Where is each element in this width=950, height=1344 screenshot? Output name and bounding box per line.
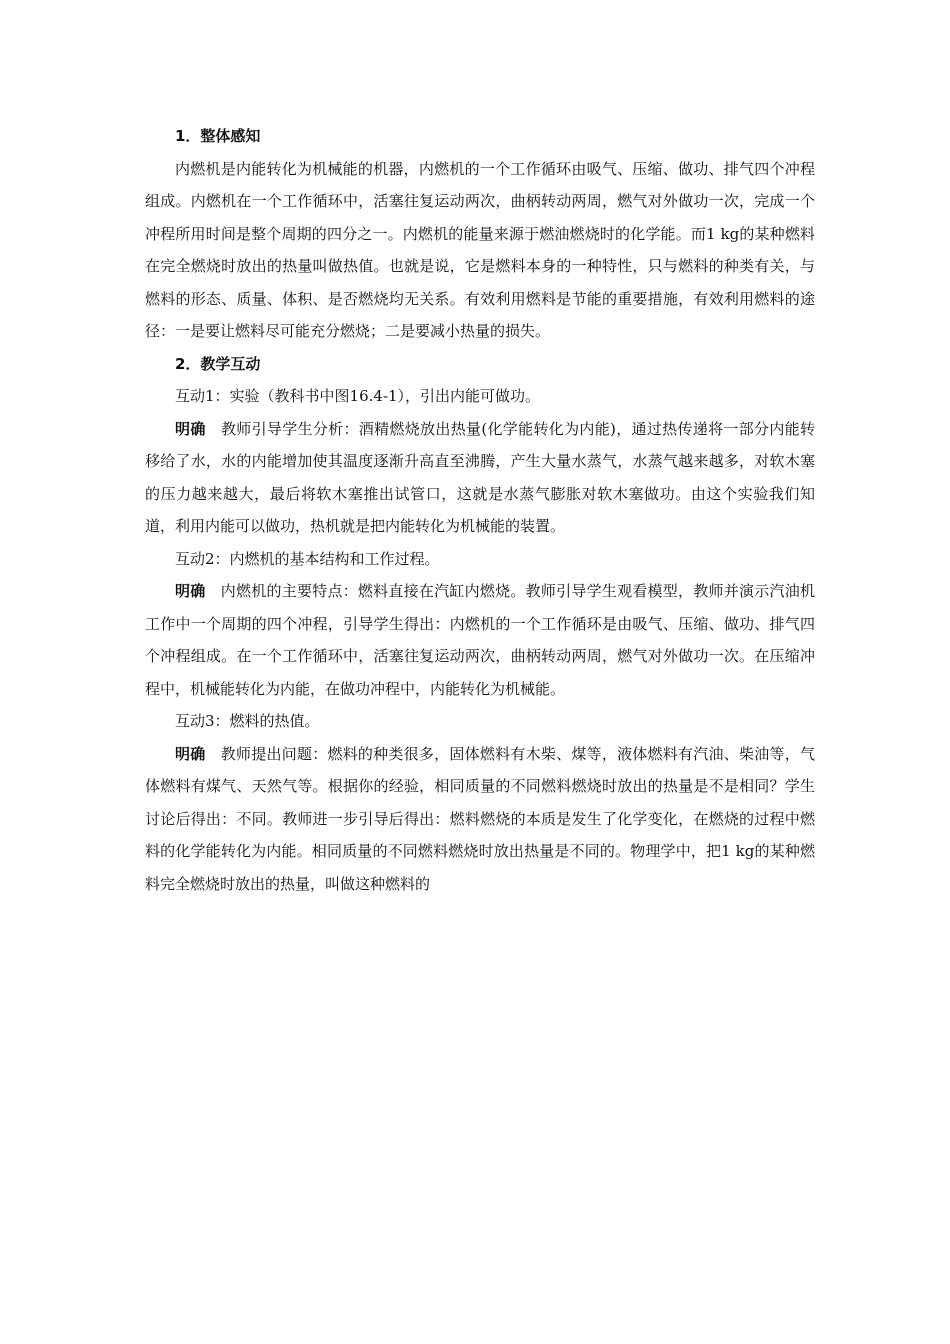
interaction-3-title: 互动3：燃料的热值。 [175, 712, 320, 730]
interaction-1-label: 明确 [175, 419, 206, 438]
interaction-2-text: 内燃机的主要特点：燃料直接在汽缸内燃烧。教师引导学生观看模型，教师并演示汽油机工作中一个周期的四个冲程，引导学生得出：内燃机的一个工作循环是由吸气、压缩、做功、排气四个冲程组成。在一个工作循环中，活塞往复运动两次，曲柄转动两周，燃气对外做功一次。在压缩冲程中，机械能转化为内能，在做功冲程中，内能转化为机械能。 [145, 582, 815, 698]
overview-paragraph: 内燃机是内能转化为机械能的机器，内燃机的一个工作循环由吸气、压缩、做功、排气四个冲程组成。内燃机在一个工作循环中，活塞往复运动两次，曲柄转动两周，燃气对外做功一次，完成一个冲程所用时间是整个周期的四分之一。内燃机的能量来源于燃油燃烧时的化学能。而1 kg的某种燃料在完全燃烧时放出的热量叫做热值。也就是说，它是燃料本身的一种特性，只与燃料的种类有关，与燃料的形态、质量、体积、是否燃烧均无关系。有效利用燃料是节能的重要措施，有效利用燃料的途径：一是要让燃料尽可能充分燃烧；二是要减小热量的损失。 [145, 159, 815, 340]
interaction-3-text: 教师提出问题：燃料的种类很多，固体燃料有木柴、煤等，液体燃料有汽油、柴油等，气体燃料有煤气、天然气等。根据你的经验，相同质量的不同燃料燃烧时放出的热量是不是相同？学生讨论后得出：不同。教师进一步引导后得出：燃料燃烧的本质是发生了化学变化，在燃烧的过程中燃料的化学能转化为内能。相同质量的不同燃料燃烧时放出热量是不同的。物理学中，把1 kg的某种燃料完全燃烧时放出的热量，叫做这种燃料的 [145, 744, 815, 893]
interaction-3-label: 明确 [175, 744, 206, 763]
interaction-2-body [145, 575, 815, 705]
interaction-2-label: 明确 [175, 582, 206, 600]
interaction-1-title: 互动1：实验（教科书中图16.4-1），引出内能可做功。 [175, 387, 541, 405]
document-page [145, 120, 815, 900]
interaction-1-body [145, 413, 815, 543]
interaction-1-text: 教师引导学生分析：酒精燃烧放出热量(化学能转化为内能)，通过热传递将一部分内能转移给了水，水的内能增加使其温度逐渐升高直至沸腾，产生大量水蒸气，水蒸气越来越多，对软木塞的压力越来越大，最后将软木塞推出试管口，这就是水蒸气膨胀对软木塞做功。由这个实验我们知道，利用内能可以做功，热机就是把内能转化为机械能的装置。 [145, 419, 815, 535]
section-heading-overview: 1．整体感知 [175, 127, 261, 145]
interaction-3-body [145, 738, 815, 901]
section-heading-interaction: 2．教学互动 [175, 354, 261, 373]
interaction-2-title: 互动2：内燃机的基本结构和工作过程。 [175, 549, 440, 568]
